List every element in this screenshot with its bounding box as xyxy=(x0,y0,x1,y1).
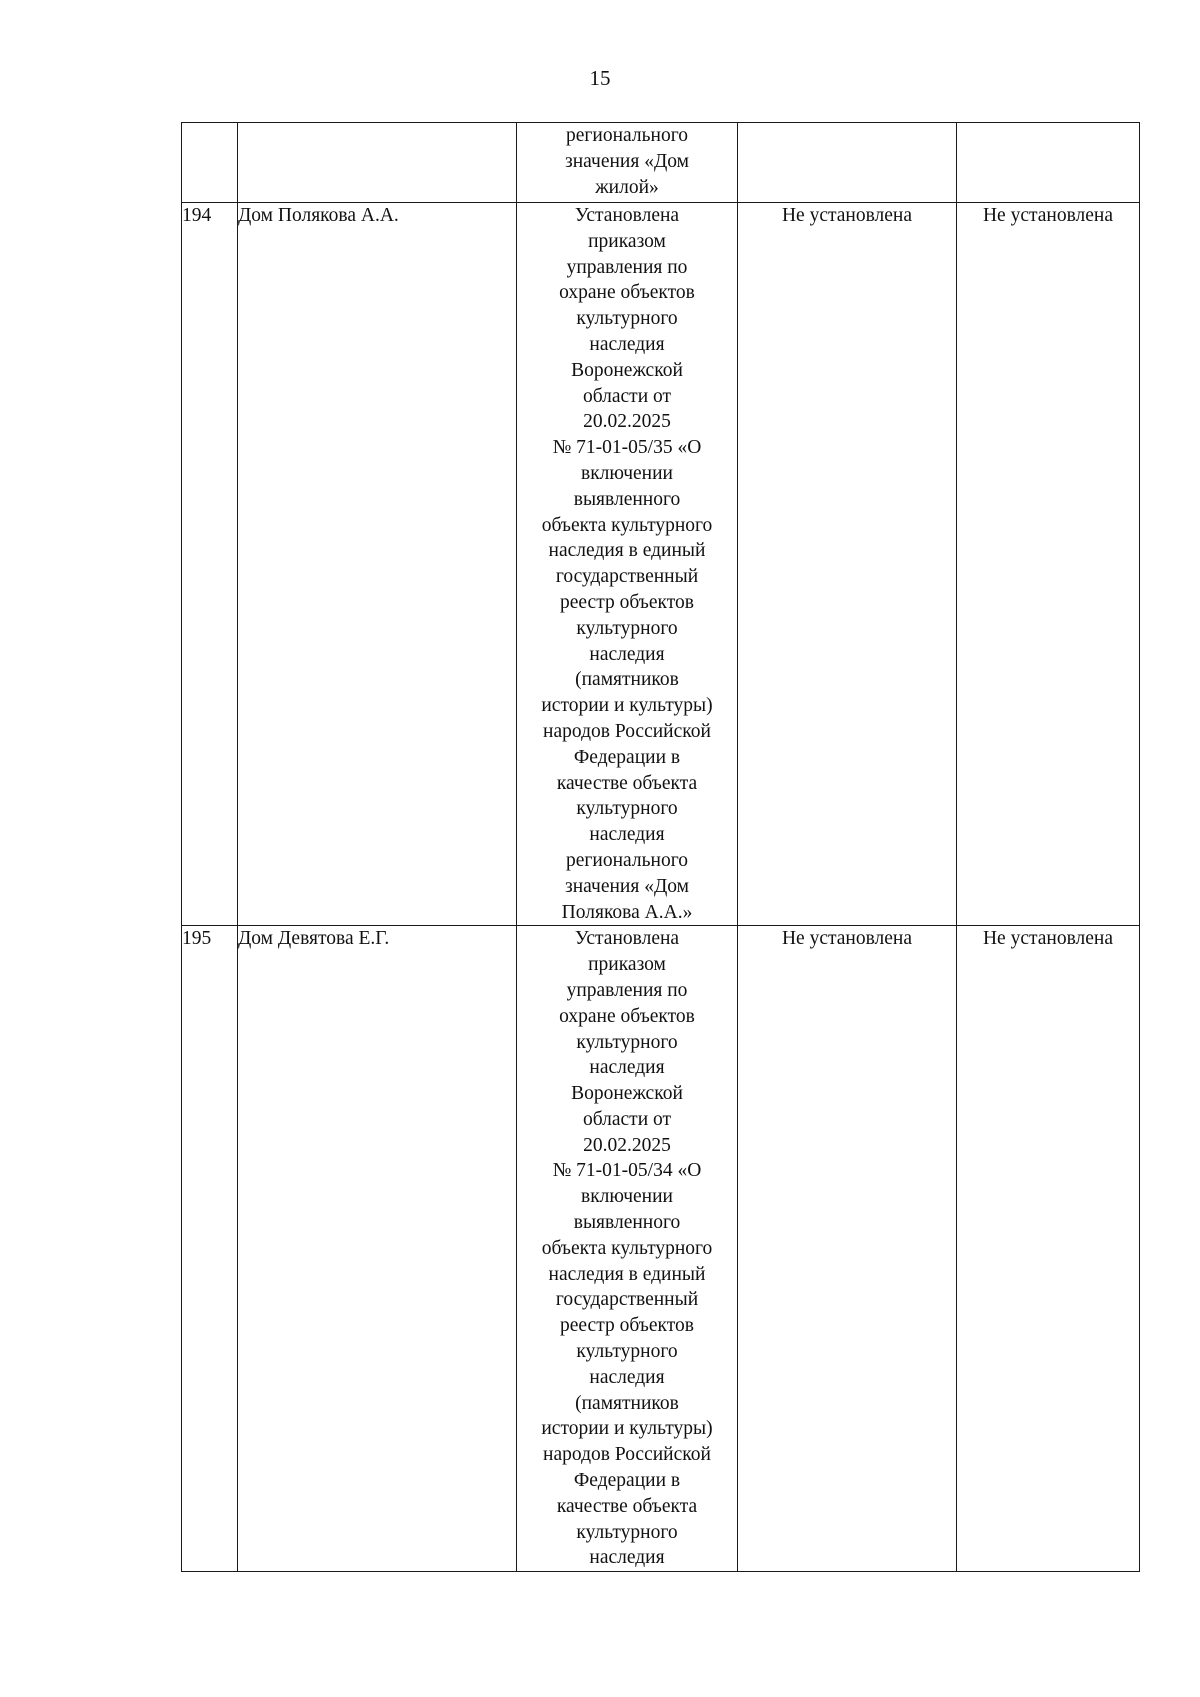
row-number-cell xyxy=(182,123,238,203)
legal-basis-cell xyxy=(517,926,738,1572)
legal-basis-line: наследия в единый xyxy=(548,1263,706,1285)
status-cell-col5: Не установлена xyxy=(957,926,1140,1572)
legal-basis-line: реестр объектов xyxy=(560,1315,694,1337)
legal-basis-line: выявленного xyxy=(573,1212,681,1234)
legal-basis-line: реестр объектов xyxy=(560,591,694,613)
legal-basis-line: наследия xyxy=(589,824,665,846)
table-row xyxy=(182,203,1140,926)
legal-basis-line: наследия в единый xyxy=(548,540,706,562)
legal-basis-line: № 71-01-05/34 «О xyxy=(552,1160,702,1182)
legal-basis-line: (памятников xyxy=(575,1392,679,1414)
status-cell-col4: Не установлена xyxy=(738,926,957,1572)
legal-basis-line: 20.02.2025 xyxy=(583,411,671,433)
legal-basis-line: культурного xyxy=(576,308,678,330)
legal-basis-line: управления по xyxy=(566,256,688,278)
legal-basis-line: регионального xyxy=(566,849,688,871)
legal-basis-line: Воронежской xyxy=(571,1083,683,1105)
legal-basis-line: выявленного xyxy=(573,488,681,510)
table-row xyxy=(182,926,1140,1572)
legal-basis-line: области от xyxy=(582,385,672,407)
legal-basis-line: Федерации в xyxy=(573,746,681,768)
legal-basis-line: культурного xyxy=(576,1031,678,1053)
row-number-cell: 195 xyxy=(182,926,238,1572)
registry-table-body xyxy=(182,123,1140,1572)
legal-basis-line: жилой» xyxy=(595,176,659,198)
legal-basis-line: качестве объекта xyxy=(556,1495,698,1517)
legal-basis-line: (памятников xyxy=(575,669,679,691)
status-cell-col5: Не установлена xyxy=(957,203,1140,926)
status-cell-col4 xyxy=(738,123,957,203)
legal-basis-line: охране объектов xyxy=(559,1005,695,1027)
page-number: 15 xyxy=(589,66,611,90)
legal-basis-line: приказом xyxy=(588,954,666,976)
legal-basis-line: культурного xyxy=(576,798,678,820)
legal-basis-line: охране объектов xyxy=(559,282,695,304)
legal-basis-line: государственный xyxy=(555,566,699,588)
status-cell-col4: Не установлена xyxy=(738,203,957,926)
legal-basis-line: значения «Дом xyxy=(565,150,689,172)
legal-basis-line: объекта культурного xyxy=(541,1237,713,1259)
legal-basis-line: наследия xyxy=(589,333,665,355)
legal-basis-line: народов Российской xyxy=(543,720,711,742)
legal-basis-line: включении xyxy=(580,1186,673,1208)
legal-basis-line: приказом xyxy=(588,230,666,252)
legal-basis-line: значения «Дом xyxy=(565,875,689,897)
legal-basis-line: Установлена xyxy=(574,205,680,226)
legal-basis-line: качестве объекта xyxy=(556,772,698,794)
legal-basis-cell xyxy=(517,203,738,926)
legal-basis-line: наследия xyxy=(589,1547,665,1569)
legal-basis-line: 20.02.2025 xyxy=(583,1134,671,1156)
object-name-cell: Дом Девятова Е.Г. xyxy=(238,926,517,1572)
legal-basis-line: культурного xyxy=(576,1341,678,1363)
legal-basis-line: № 71-01-05/35 «О xyxy=(552,437,702,459)
legal-basis-line: регионального xyxy=(566,125,688,146)
legal-basis-line: истории и культуры) xyxy=(541,1418,713,1440)
legal-basis-line: государственный xyxy=(555,1289,699,1311)
table-row xyxy=(182,123,1140,203)
legal-basis-line: истории и культуры) xyxy=(541,695,713,717)
legal-basis-cell xyxy=(517,123,738,203)
status-cell-col5 xyxy=(957,123,1140,203)
legal-basis-line: Полякова А.А.» xyxy=(561,901,693,923)
legal-basis-line: культурного xyxy=(576,1521,678,1543)
object-name-cell: Дом Полякова А.А. xyxy=(238,203,517,926)
legal-basis-line: Федерации в xyxy=(573,1470,681,1492)
legal-basis-line: включении xyxy=(580,462,673,484)
legal-basis-line: культурного xyxy=(576,617,678,639)
object-name-cell xyxy=(238,123,517,203)
legal-basis-line: управления по xyxy=(566,979,688,1001)
legal-basis-line: наследия xyxy=(589,1057,665,1079)
legal-basis-line: Установлена xyxy=(574,928,680,950)
legal-basis-line: Воронежской xyxy=(571,359,683,381)
row-number-cell: 194 xyxy=(182,203,238,926)
legal-basis-line: народов Российской xyxy=(543,1444,711,1466)
registry-table xyxy=(181,122,1140,1572)
legal-basis-line: области от xyxy=(582,1108,672,1130)
legal-basis-line: объекта культурного xyxy=(541,514,713,536)
legal-basis-line: наследия xyxy=(589,643,665,665)
legal-basis-line: наследия xyxy=(589,1366,665,1388)
